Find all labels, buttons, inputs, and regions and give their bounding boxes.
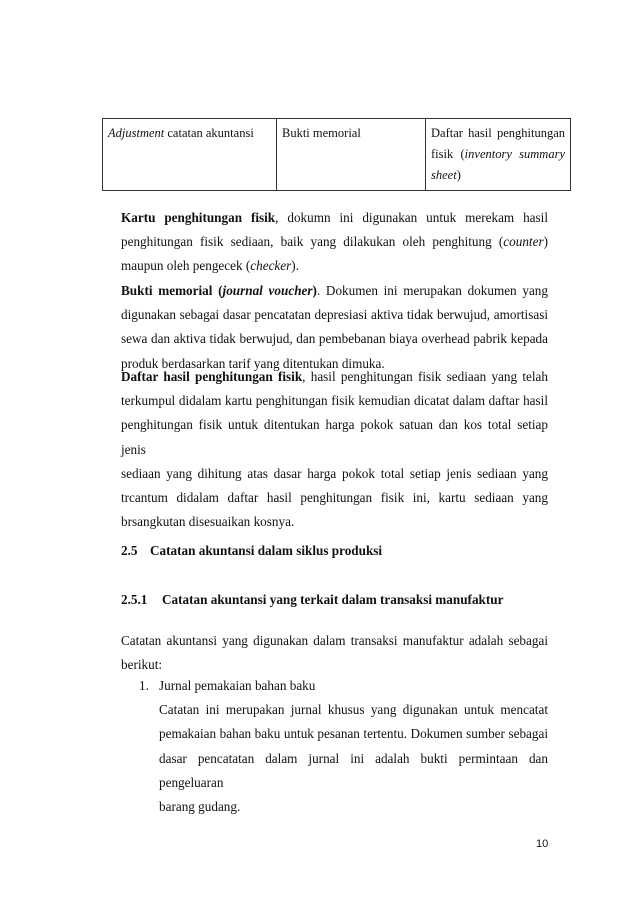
section-heading-2-5: 2.5 Catatan akuntansi dalam siklus produksi [121, 543, 383, 558]
summary-table [102, 118, 571, 191]
section-heading-2-5-1: 2.5.1 Catatan akuntansi yang terkait dalam transaksi manufaktur [121, 592, 504, 607]
table-cell-adjustment: Adjustment catatan akuntansi [103, 119, 277, 191]
table-cell-record: Daftar hasil penghitungan fisik (inventory summary sheet) [426, 119, 571, 191]
table-cell-document: Bukti memorial [277, 119, 426, 191]
table-row [103, 119, 571, 191]
paragraph-kartu: Kartu penghitungan fisik, dokumn ini digunakan untuk merekam hasil penghitungan fisik sediaan, baik yang dilakukan oleh penghitung (counter) maupun oleh pengecek (checker). [121, 210, 548, 274]
paragraph-bukti: Bukti memorial (journal voucher). Dokumen ini merupakan dokumen yang digunakan sebagai dasar pencatatan depresiasi aktiva tidak berwujud, amortisasi sewa dan aktiva tidak berwujud, dan pembebanan biaya overhead pabrik kepada produk berdasarkan tarif yang ditentukan dimuka. [121, 283, 548, 371]
page-number: 10 [536, 838, 549, 850]
list-item: Jurnal pemakaian bahan baku Catatan ini merupakan jurnal khusus yang digunakan untuk mencatat pemakaian bahan baku untuk pesanan tertentu. Dokumen sumber sebagai dasar pencatatan dalam jurnal ini adalah bukti permintaan dan pengeluaran barang gudang. [159, 678, 548, 815]
intro-paragraph: Catatan akuntansi yang digunakan dalam transaksi manufaktur adalah sebagai berikut: [121, 633, 548, 673]
paragraph-daftar: Daftar hasil penghitungan fisik, hasil penghitungan fisik sediaan yang telah terkumpul didalam kartu penghitungan fisik kemudian dicatat dalam daftar hasil penghitungan fisik untuk ditentukan harga pokok satuan dan kos total setiap jenis sediaan yang dihitung atas dasar harga pokok total setiap jenis sediaan yang trcantum didalam daftar hasil penghitungan fisik ini, kartu sediaan yang brsangkutan disesuaikan kosnya. [121, 369, 548, 530]
list-number: 1. [139, 678, 149, 693]
